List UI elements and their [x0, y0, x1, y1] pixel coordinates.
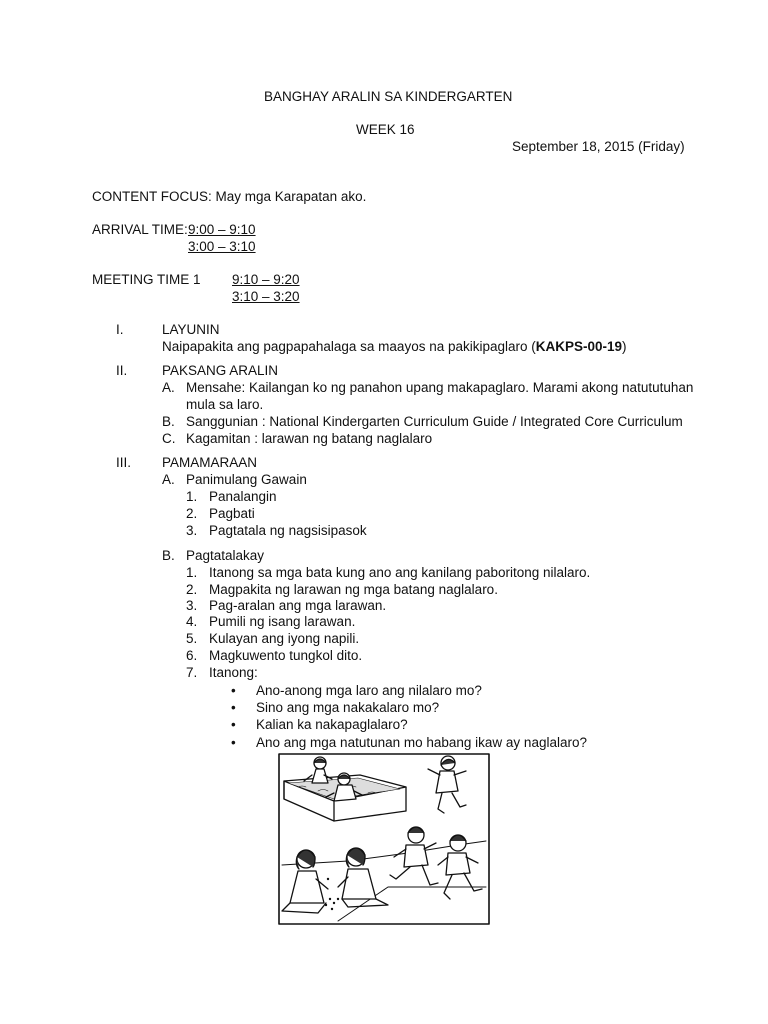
- question-item: Sino ang mga nakakalaro mo?: [256, 700, 440, 715]
- content-focus-label: CONTENT FOCUS:: [92, 189, 212, 204]
- step-number: 5.: [186, 631, 198, 646]
- layunin-close: ): [622, 339, 627, 354]
- lesson-date: September 18, 2015 (Friday): [512, 139, 685, 154]
- layunin-sentence: Naipapakita ang pagpapahalaga sa maayos na pakikipaglaro (: [162, 339, 536, 354]
- content-focus: [92, 189, 366, 205]
- week-label: WEEK 16: [356, 122, 415, 137]
- sub-letter-b: B.: [162, 548, 175, 563]
- panimulang-gawain-title: Panimulang Gawain: [186, 472, 307, 487]
- arrival-time-2: 3:00 – 3:10: [188, 239, 256, 254]
- step-number: 3.: [186, 598, 198, 613]
- competency-code: KAKPS-00-19: [535, 339, 623, 354]
- running-boy-2-icon: [438, 835, 482, 899]
- step-number: 2.: [186, 506, 198, 521]
- meeting-time-label: MEETING TIME 1: [92, 272, 201, 287]
- panimulang-step: Pagbati: [209, 506, 255, 521]
- step-number: 7.: [186, 665, 198, 680]
- step-number: 4.: [186, 614, 198, 629]
- item-letter-b: B.: [162, 414, 175, 429]
- arrival-time-1: 9:00 – 9:10: [188, 222, 256, 237]
- section-2-numeral: II.: [116, 363, 128, 378]
- step-number: 1.: [186, 565, 198, 580]
- step-number: 6.: [186, 648, 198, 663]
- mensahe-line-2: mula sa laro.: [186, 397, 264, 412]
- step-number: 2.: [186, 582, 198, 597]
- question-item: Ano ang mga natutunan mo habang ikaw ay naglalaro?: [256, 735, 587, 750]
- question-item: Ano-anong mga laro ang nilalaro mo?: [256, 683, 482, 698]
- step-number: 1.: [186, 489, 198, 504]
- kagamitan-line: Kagamitan : larawan ng batang naglalaro: [186, 431, 433, 446]
- pagtatalakay-step: Kulayan ang iyong napili.: [209, 631, 360, 646]
- children-playing-illustration: [278, 753, 490, 925]
- bullet-icon: •: [231, 735, 236, 750]
- bullet-icon: •: [231, 700, 236, 715]
- item-letter-c: C.: [162, 431, 176, 446]
- arrival-time-label: ARRIVAL TIME:: [92, 222, 188, 237]
- pagtatalakay-step: Itanong:: [209, 665, 258, 680]
- layunin-text: [162, 339, 627, 355]
- pagtatalakay-step: Pumili ng isang larawan.: [209, 614, 356, 629]
- sanggunian-line: Sanggunian : National Kindergarten Curriculum Guide / Integrated Core Curriculum: [186, 414, 683, 429]
- running-child-top-icon: [428, 756, 466, 813]
- section-1-numeral: I.: [116, 322, 124, 337]
- section-3-numeral: III.: [116, 455, 132, 470]
- item-letter-a: A.: [162, 380, 175, 395]
- content-focus-value: May mga Karapatan ako.: [215, 189, 367, 204]
- pagtatalakay-title: Pagtatalakay: [186, 548, 265, 563]
- step-number: 3.: [186, 523, 198, 538]
- pagtatalakay-step: Magpakita ng larawan ng mga batang naglalaro.: [209, 582, 498, 597]
- bullet-icon: •: [231, 717, 236, 732]
- marbles-icon: [325, 878, 339, 910]
- mensahe-line-1: Mensahe: Kailangan ko ng panahon upang makapaglaro. Marami akong natututuhan: [186, 380, 694, 395]
- running-boy-1-icon: [390, 827, 438, 885]
- meeting-time-1: 9:10 – 9:20: [232, 272, 300, 287]
- panimulang-step: Pagtatala ng nagsisipasok: [209, 523, 367, 538]
- sitting-girl-1-icon: [282, 850, 328, 913]
- pagtatalakay-step: Magkuwento tungkol dito.: [209, 648, 363, 663]
- bullet-icon: •: [231, 683, 236, 698]
- section-1-heading: LAYUNIN: [162, 322, 220, 337]
- pagtatalakay-step: Pag-aralan ang mga larawan.: [209, 598, 387, 613]
- sub-letter-a: A.: [162, 472, 175, 487]
- question-item: Kalian ka nakapaglalaro?: [256, 717, 408, 732]
- section-3-heading: PAMAMARAAN: [162, 455, 258, 470]
- meeting-time-2: 3:10 – 3:20: [232, 289, 300, 304]
- document-title: BANGHAY ARALIN SA KINDERGARTEN: [264, 89, 513, 104]
- panimulang-step: Panalangin: [209, 489, 277, 504]
- section-2-heading: PAKSANG ARALIN: [162, 363, 279, 378]
- pagtatalakay-step: Itanong sa mga bata kung ano ang kanilang paboritong nilalaro.: [209, 565, 591, 580]
